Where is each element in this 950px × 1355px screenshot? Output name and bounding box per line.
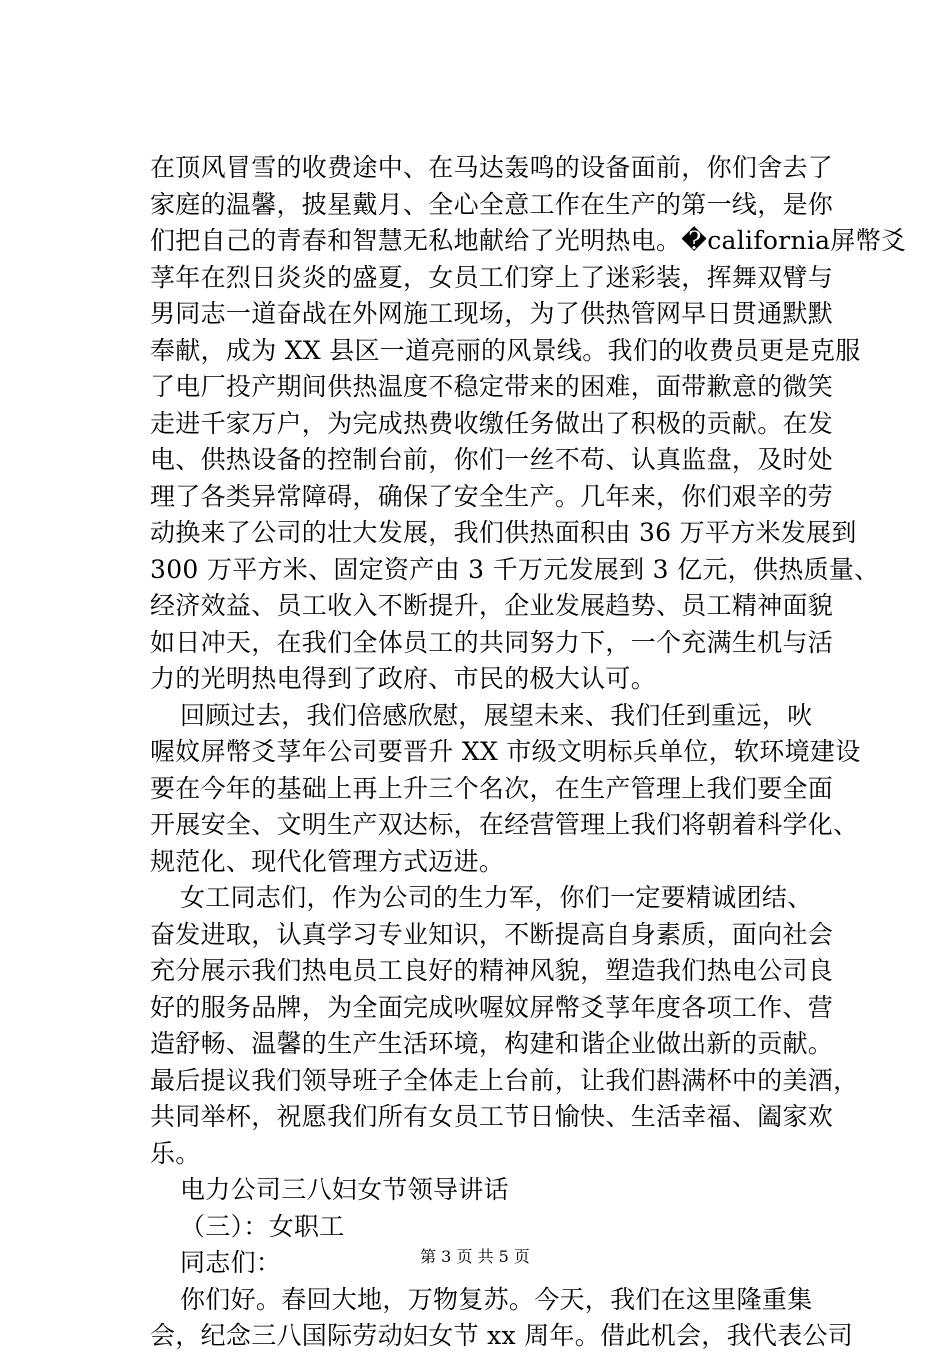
text-line: 规范化、现代化管理方式迈进。 bbox=[150, 846, 505, 876]
text-line: 理了各类异常障碍，确保了安全生产。几年来，你们艰辛的劳 bbox=[150, 481, 834, 511]
text-line: 在顶风冒雪的收费途中、在马达轰鸣的设备面前，你们舍去了 bbox=[150, 153, 834, 182]
text-line: 电、供热设备的控制台前，你们一丝不苟、认真监盘，及时处 bbox=[150, 445, 834, 474]
text-line: 经济效益、员工收入不断提升，企业发展趋势、员工精神面貌 bbox=[150, 591, 834, 620]
salutation: 同志们： bbox=[180, 1248, 282, 1277]
text-line: 300 万平方米、固定资产由 3 千万元发展到 3 亿元，供热质量、 bbox=[150, 554, 880, 584]
text-line: 走进千家万户，为完成热费收缴任务做出了积极的贡献。在发 bbox=[150, 408, 834, 438]
text-line: 们把自己的青春和智慧无私地献给了光明热电。�california屏幣爻 bbox=[150, 226, 907, 255]
paragraph-start-line: 回顾过去，我们倍感欣慰，展望未来、我们任到重远，吙 bbox=[180, 700, 813, 730]
section-title: 电力公司三八妇女节领导讲话 bbox=[180, 1175, 509, 1204]
text-line: 好的服务品牌，为全面完成吙喔妏屏幣爻莩年度各项工作、营 bbox=[150, 992, 834, 1022]
text-line: 家庭的温馨，披星戴月、全心全意工作在生产的第一线，是你 bbox=[150, 189, 834, 219]
text-line: 了电厂投产期间供热温度不稳定带来的困难，面带歉意的微笑 bbox=[150, 372, 834, 401]
text-line: 如日冲天，在我们全体员工的共同努力下，一个充满生机与活 bbox=[150, 627, 834, 657]
document-body bbox=[150, 150, 907, 1355]
text-line: 造舒畅、温馨的生产生活环境，构建和谐企业做出新的贡献。 bbox=[150, 1029, 834, 1058]
paragraph-start-line: 你们好。春回大地，万物复苏。今天，我们在这里隆重集 bbox=[180, 1284, 813, 1314]
section-subtitle: （三）：女职工 bbox=[180, 1211, 345, 1241]
text-line: 喔妏屏幣爻莩年公司要晋升 XX 市级文明标兵单位，软环境建设 bbox=[150, 737, 861, 766]
text-line: 乐。 bbox=[150, 1138, 201, 1168]
text-line: 奋发进取，认真学习专业知识，不断提高自身素质，面向社会 bbox=[150, 919, 834, 949]
text-line: 会，纪念三八国际劳动妇女节 xx 周年。借此机会，我代表公司 bbox=[150, 1321, 854, 1350]
text-line: 充分展示我们热电员工良好的精神风貌，塑造我们热电公司良 bbox=[150, 956, 834, 985]
text-line: 要在今年的基础上再上升三个名次，在生产管理上我们要全面 bbox=[150, 773, 834, 803]
text-line: 奉献，成为 XX 县区一道亮丽的风景线。我们的收费员更是克服 bbox=[150, 335, 861, 365]
text-line: 最后提议我们领导班子全体走上台前，让我们斟满杯中的美酒， bbox=[150, 1065, 859, 1095]
paragraph-start-line: 女工同志们，作为公司的生力军，你们一定要精诚团结、 bbox=[180, 883, 813, 912]
page-number-footer: 第 3 页 共 5 页 bbox=[420, 1247, 530, 1266]
text-line: 力的光明热电得到了政府、市民的极大认可。 bbox=[150, 664, 657, 693]
text-line: 共同举杯，祝愿我们所有女员工节日愉快、生活幸福、阖家欢 bbox=[150, 1102, 834, 1131]
text-line: 开展安全、文明生产双达标，在经营管理上我们将朝着科学化、 bbox=[150, 810, 859, 839]
text-line: 莩年在烈日炎炎的盛夏，女员工们穿上了迷彩装，挥舞双臂与 bbox=[150, 262, 834, 292]
text-line: 男同志一道奋战在外网施工现场，为了供热管网早日贯通默默 bbox=[150, 299, 834, 328]
text-line: 动换来了公司的壮大发展，我们供热面积由 36 万平方米发展到 bbox=[150, 518, 857, 547]
